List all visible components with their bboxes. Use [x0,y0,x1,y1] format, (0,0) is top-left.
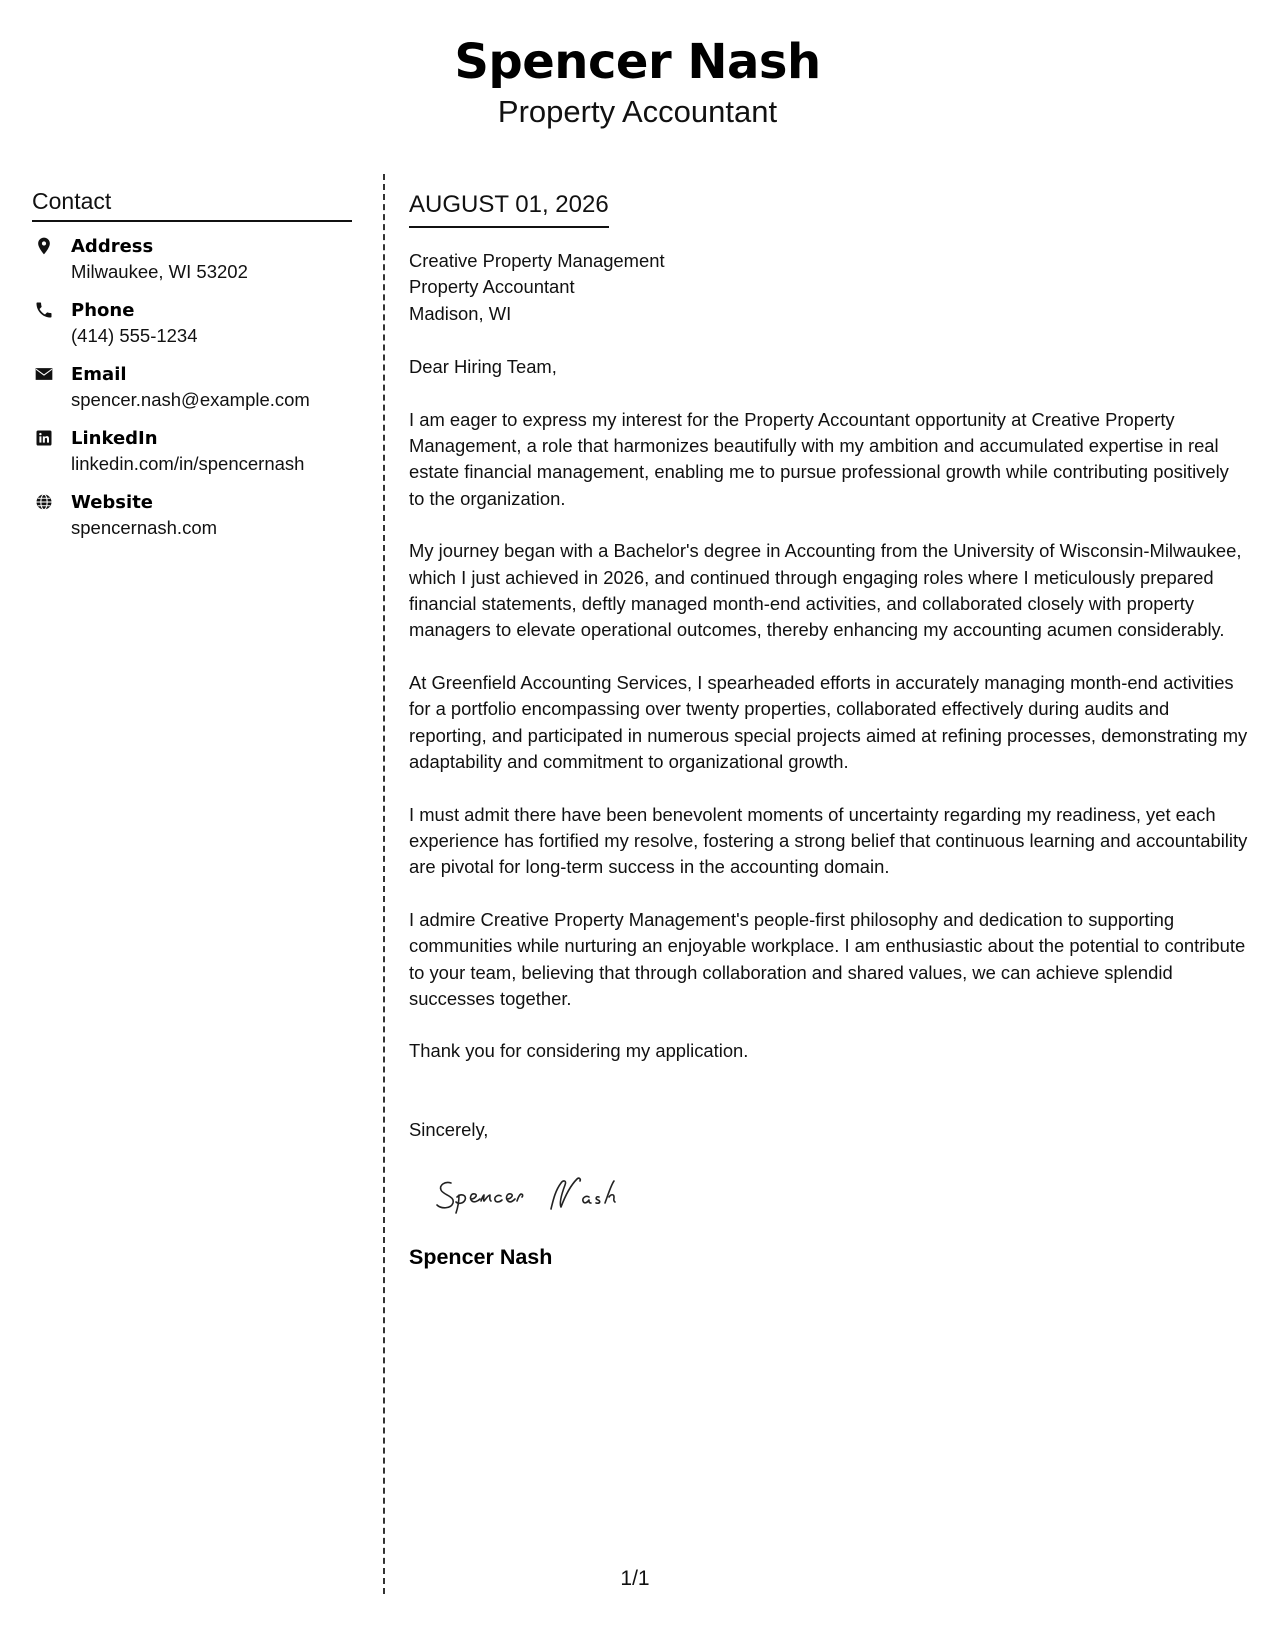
handwritten-signature [433,1169,653,1219]
page-header [0,30,1275,130]
letter-date: AUGUST 01, 2026 [409,190,609,228]
contact-item-linkedin [32,426,352,478]
contact-value: linkedin.com/in/spencernash [71,453,305,474]
phone-icon [34,300,54,320]
letter-paragraph: Thank you for considering my application. [409,1040,749,1062]
applicant-title: Property Accountant [497,94,778,129]
contact-value: Milwaukee, WI 53202 [71,261,248,282]
contact-item-phone [32,298,352,350]
contact-item-website [32,490,352,542]
contact-label: Address [71,236,154,257]
contact-value: (414) 555-1234 [71,325,198,346]
contact-section-title: Contact [32,186,352,222]
contact-item-address [32,234,352,286]
globe-icon [34,492,54,512]
contact-label: Phone [71,300,135,321]
contact-label: LinkedIn [71,428,158,449]
map-pin-icon [34,236,54,256]
envelope-icon [34,364,54,384]
recipient-position: Property Accountant [409,276,575,298]
page-number: 1/1 [620,1567,650,1590]
letter-greeting: Dear Hiring Team, [409,356,557,378]
column-divider [383,174,385,1594]
letter-paragraph: I admire Creative Property Management's people-first philosophy and dedication to supporting communities while nurturing an enjoyable workplace. I am enthusiastic about the potential to contribute to your team, believing that through collaboration and shared values, we can achieve splendid successes together. [409,908,1246,1009]
recipient-company: Creative Property Management [409,250,665,271]
linkedin-icon [34,428,54,448]
letter-paragraph: At Greenfield Accounting Services, I spearheaded efforts in accurately managing month-end activities for a portfolio encompassing over twenty properties, collaborated effectively during audits and reporting, and participated in numerous special projects aimed at refining processes, demonstrating my adaptability and commitment to organizational growth. [409,671,1248,773]
recipient-location: Madison, WI [409,302,512,324]
contact-label: Website [71,492,154,513]
applicant-name: Spencer Nash [454,34,821,90]
letter-paragraph: I must admit there have been benevolent moments of uncertainty regarding my readiness, yet each experience has fortified my resolve, fostering a strong belief that continuous learning and accountability are pivotal for long-term success in the accounting domain. [409,803,1248,878]
recipient-block [409,248,1249,327]
contact-sidebar [32,186,352,554]
contact-item-email [32,362,352,414]
letter-closing: Sincerely, [409,1118,489,1140]
letter-paragraph: I am eager to express my interest for the Property Accountant opportunity at Creative Property Management, a role that harmonizes beautifully with my ambition and accumulated expertise in real estate financial management, enabling me to pursue professional growth while contributing positively to the organization. [409,408,1229,509]
cover-letter-body [409,190,1249,1271]
contact-value: spencer.nash@example.com [71,389,310,410]
letter-paragraph: My journey began with a Bachelor's degree in Accounting from the University of Wisconsin-Milwaukee, which I just achieved in 2026, and continued through engaging roles where I meticulously prepared financial statements, deftly managed month-end activities, and collaborated closely with property managers to elevate operational outcomes, thereby enhancing my accounting acumen considerably. [409,540,1242,641]
signer-name: Spencer Nash [409,1245,553,1270]
contact-label: Email [71,364,127,385]
contact-value: spencernash.com [71,517,218,538]
